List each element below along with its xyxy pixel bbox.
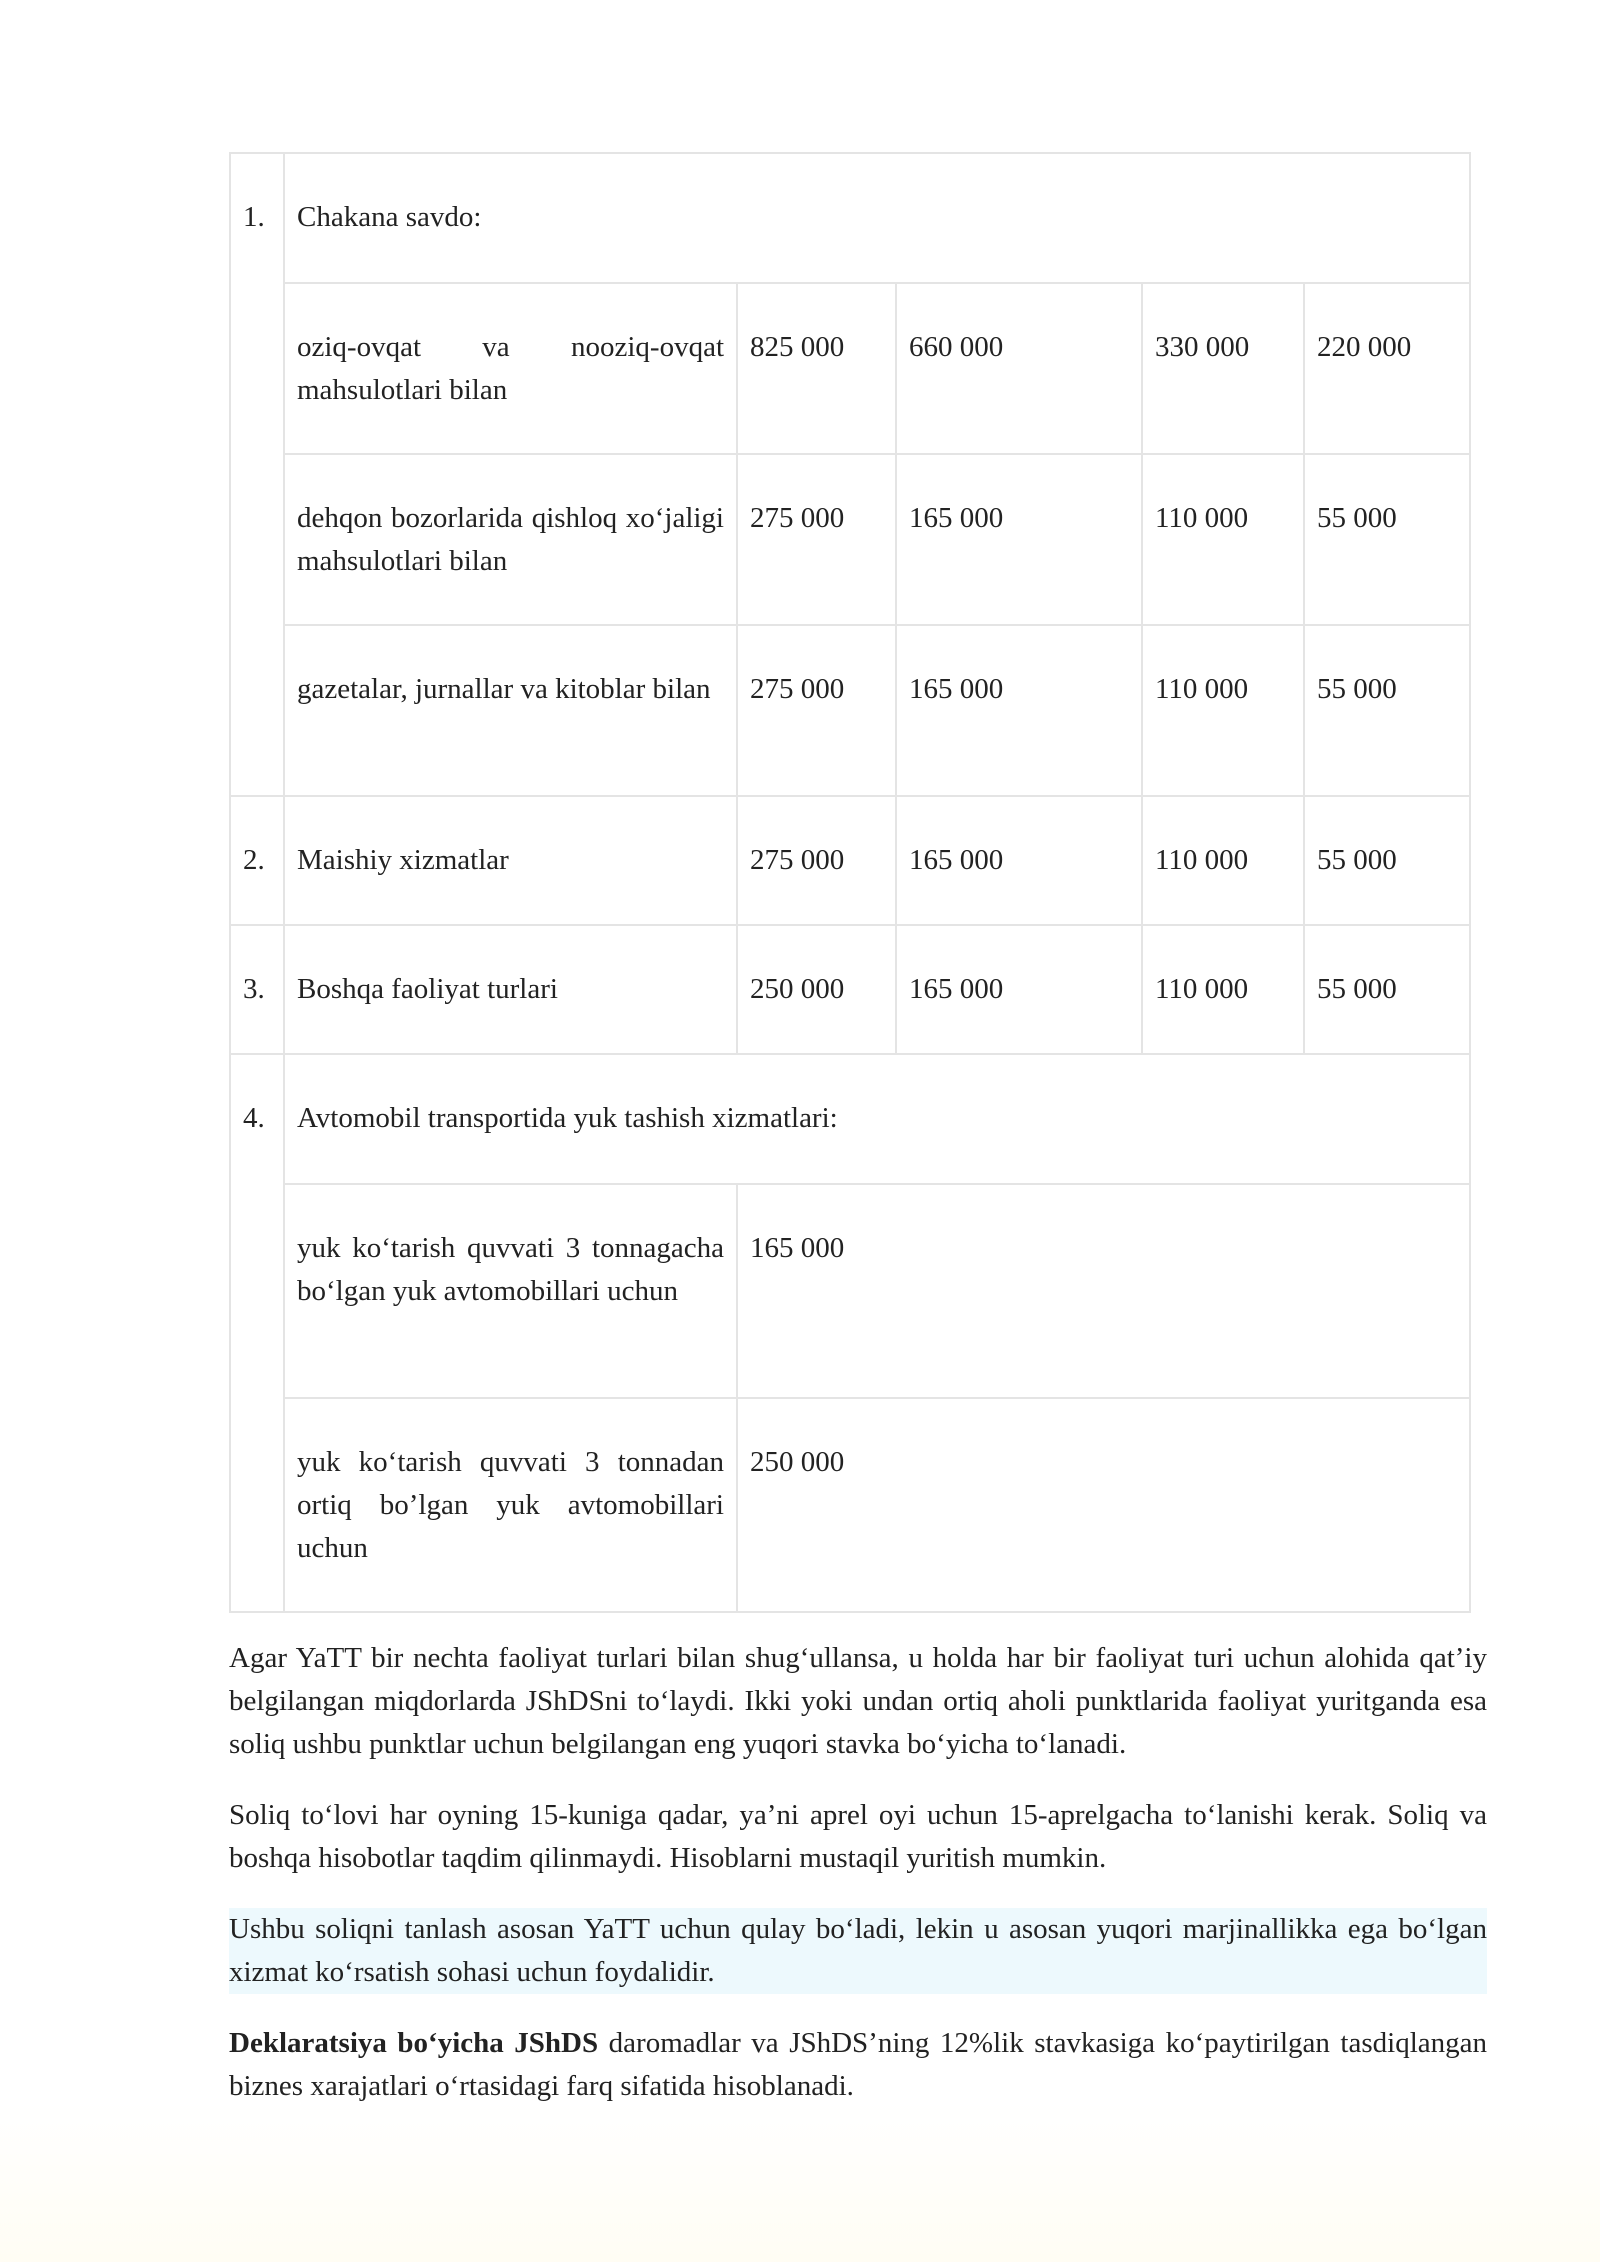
row-label: yuk ko‘tarish quvvati 3 tonnagacha bo‘lgan yuk avtomobillari uchun [284,1184,737,1398]
table-row [230,625,1470,796]
row-label: Maishiy xizmatlar [284,796,737,925]
rate-cell: 165 000 [896,454,1142,625]
rate-cell: 55 000 [1304,454,1470,625]
rate-cell: 275 000 [737,796,896,925]
paragraph: Soliq to‘lovi har oyning 15-kuniga qadar, ya’ni aprel oyi uchun 15-aprelgacha to‘lanishi kerak. Soliq va boshqa hisobotlar taqdim qilinmaydi. Hisoblarni mustaqil yuritish mumkin. [229,1799,1487,1874]
row-number: 4. [230,1054,284,1612]
rate-cell: 165 000 [896,796,1142,925]
tax-rates-table [229,152,1471,1613]
page-bottom-shade [0,2102,1600,2262]
row-number: 3. [230,925,284,1054]
rate-cell: 220 000 [1304,283,1470,454]
table-row [230,1184,1470,1398]
highlighted-paragraph: Ushbu soliqni tanlash asosan YaTT uchun qulay bo‘ladi, lekin u asosan yuqori marjinallikka ega bo‘lgan xizmat ko‘rsatish sohasi uchun foydalidir. [229,1908,1487,1994]
body-text [229,1637,1487,2136]
rate-cell: 825 000 [737,283,896,454]
table-row [230,796,1470,925]
rate-cell: 165 000 [896,625,1142,796]
row-label: yuk ko‘tarish quvvati 3 tonnadan ortiq bo’lgan yuk avtomobillari uchun [284,1398,737,1612]
table-row [230,454,1470,625]
row-number: 2. [230,796,284,925]
row-label: dehqon bozorlarida qishloq xo‘jaligi mahsulotlari bilan [284,454,737,625]
paragraph: Agar YaTT bir nechta faoliyat turlari bilan shug‘ullansa, u holda har bir faoliyat turi uchun alohida qat’iy belgilangan miqdorlarda JShDSni to‘laydi. Ikki yoki undan ortiq aholi punktlarida faoliyat yuritganda esa soliq ushbu punktlar uchun belgilangan eng yuqori stavka bo‘yicha to‘lanadi. [229,1642,1487,1760]
rate-cell: 110 000 [1142,796,1304,925]
row-label: Boshqa faoliyat turlari [284,925,737,1054]
rate-cell: 165 000 [737,1184,1470,1398]
table-row [230,925,1470,1054]
paragraph [229,2022,1487,2108]
rate-cell: 250 000 [737,1398,1470,1612]
rate-cell: 660 000 [896,283,1142,454]
paragraph-text: daromadlar va JShDS’ning 12%lik stavkasiga ko‘paytirilgan tasdiqlangan biznes xarajatlari o‘rtasidagi farq sifatida hisoblanadi. [229,2027,1488,2102]
row-label: Avtomobil transportida yuk tashish xizmatlari: [284,1054,1470,1184]
rate-cell: 165 000 [896,925,1142,1054]
rate-cell: 110 000 [1142,925,1304,1054]
rate-cell: 330 000 [1142,283,1304,454]
row-label: oziq-ovqat va nooziq-ovqat mahsulotlari bilan [284,283,737,454]
table-row [230,283,1470,454]
table-row [230,1398,1470,1612]
table-row [230,1054,1470,1184]
row-number: 1. [230,153,284,796]
rate-cell: 55 000 [1304,625,1470,796]
rate-cell: 55 000 [1304,925,1470,1054]
rate-cell: 110 000 [1142,625,1304,796]
table-row [230,153,1470,283]
row-label: gazetalar, jurnallar va kitoblar bilan [284,625,737,796]
row-label: Chakana savdo: [284,153,1470,283]
rate-cell: 275 000 [737,625,896,796]
bold-term: Deklaratsiya bo‘yicha JShDS [229,2027,599,2059]
rate-cell: 275 000 [737,454,896,625]
rate-cell: 110 000 [1142,454,1304,625]
rate-cell: 250 000 [737,925,896,1054]
rate-cell: 55 000 [1304,796,1470,925]
